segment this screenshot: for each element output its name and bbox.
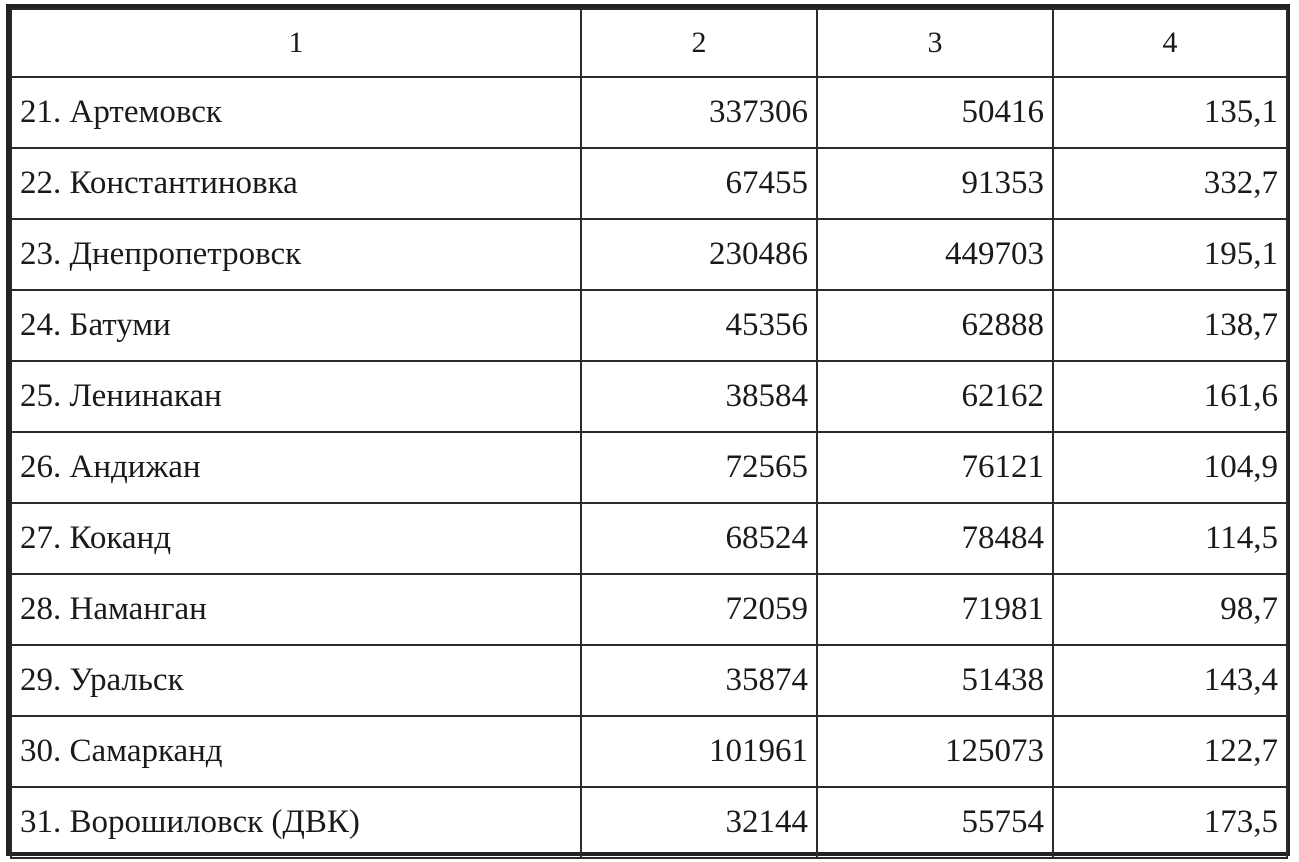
value-col4-cell: 98,7 [1053,574,1287,645]
city-name-cell: 22. Константиновка [11,148,581,219]
value-col3-cell: 76121 [817,432,1053,503]
city-name-cell: 21. Артемовск [11,77,581,148]
table-row [11,148,1287,219]
value-col3-cell: 449703 [817,219,1053,290]
value-col3-cell: 71981 [817,574,1053,645]
value-col3-cell: 91353 [817,148,1053,219]
value-col4-cell: 195,1 [1053,219,1287,290]
data-table-frame [6,4,1290,856]
city-name-cell: 25. Ленинакан [11,361,581,432]
value-col3-cell: 51438 [817,645,1053,716]
table-row [11,432,1287,503]
value-col2-cell: 230486 [581,219,817,290]
value-col4-cell: 138,7 [1053,290,1287,361]
city-name-cell: 27. Коканд [11,503,581,574]
value-col4-cell: 143,4 [1053,645,1287,716]
value-col3-cell: 125073 [817,716,1053,787]
table-row [11,645,1287,716]
table-row [11,361,1287,432]
table-row [11,219,1287,290]
city-name-cell: 31. Ворошиловск (ДВК) [11,787,581,858]
table-row [11,716,1287,787]
value-col2-cell: 72059 [581,574,817,645]
table-row [11,787,1287,858]
table-row [11,290,1287,361]
city-name-cell: 30. Самарканд [11,716,581,787]
value-col2-cell: 35874 [581,645,817,716]
column-header-4: 4 [1053,9,1287,77]
value-col4-cell: 173,5 [1053,787,1287,858]
value-col4-cell: 104,9 [1053,432,1287,503]
value-col2-cell: 68524 [581,503,817,574]
value-col3-cell: 62162 [817,361,1053,432]
column-header-2: 2 [581,9,817,77]
value-col4-cell: 135,1 [1053,77,1287,148]
value-col2-cell: 45356 [581,290,817,361]
header-row [11,9,1287,77]
table-row [11,77,1287,148]
value-col4-cell: 332,7 [1053,148,1287,219]
value-col2-cell: 67455 [581,148,817,219]
city-statistics-table [10,8,1288,859]
column-header-3: 3 [817,9,1053,77]
value-col3-cell: 78484 [817,503,1053,574]
city-name-cell: 26. Андижан [11,432,581,503]
city-name-cell: 28. Наманган [11,574,581,645]
value-col2-cell: 101961 [581,716,817,787]
value-col3-cell: 50416 [817,77,1053,148]
value-col3-cell: 62888 [817,290,1053,361]
value-col4-cell: 161,6 [1053,361,1287,432]
city-name-cell: 24. Батуми [11,290,581,361]
value-col4-cell: 122,7 [1053,716,1287,787]
table-row [11,503,1287,574]
city-name-cell: 23. Днепропетровск [11,219,581,290]
city-name-cell: 29. Уральск [11,645,581,716]
value-col4-cell: 114,5 [1053,503,1287,574]
column-header-1: 1 [11,9,581,77]
value-col3-cell: 55754 [817,787,1053,858]
value-col2-cell: 38584 [581,361,817,432]
table-row [11,574,1287,645]
value-col2-cell: 72565 [581,432,817,503]
value-col2-cell: 337306 [581,77,817,148]
value-col2-cell: 32144 [581,787,817,858]
